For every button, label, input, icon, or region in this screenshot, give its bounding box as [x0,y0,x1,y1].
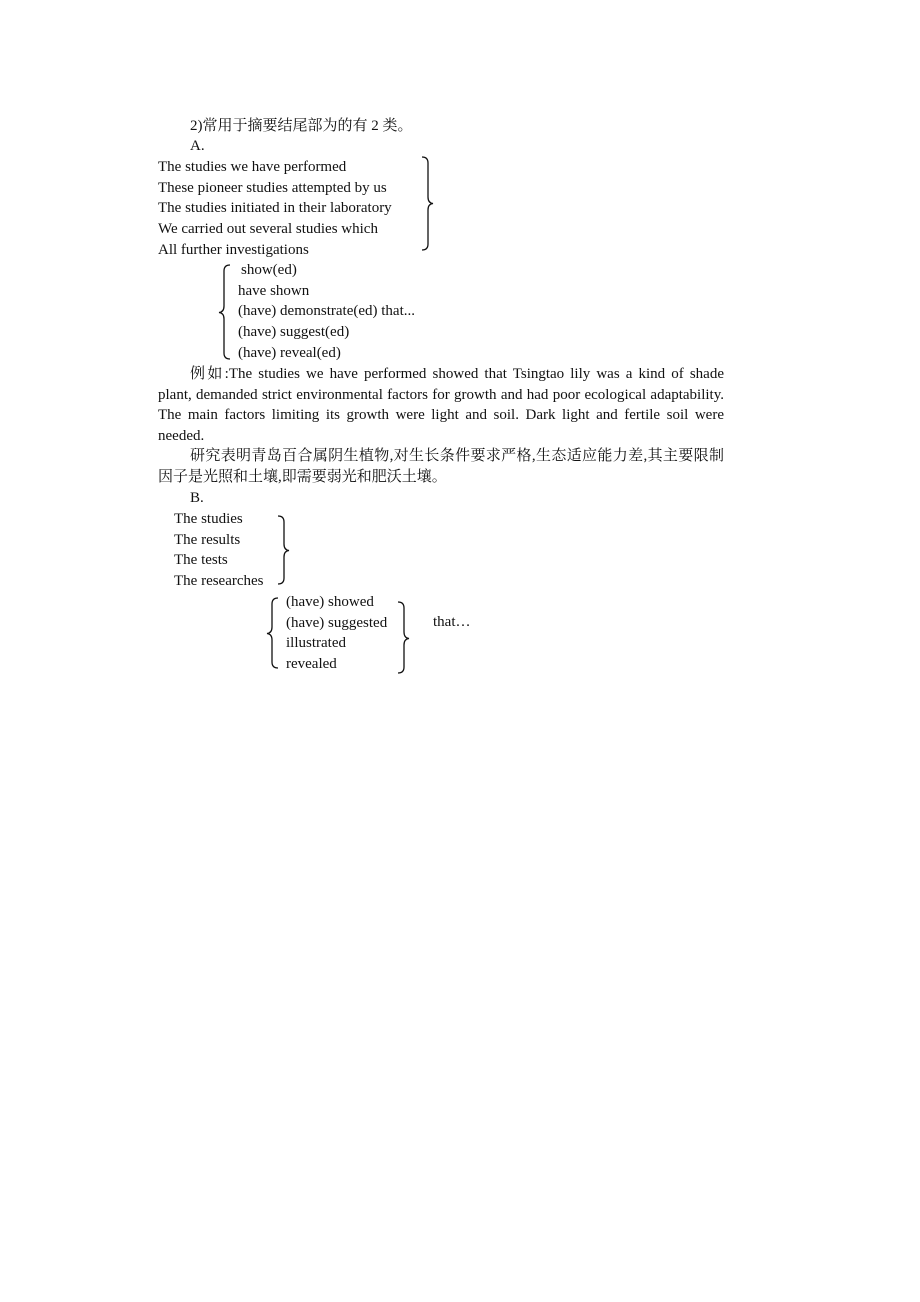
list-item: (have) suggested [286,614,388,631]
right-brace-icon [418,156,438,251]
list-item: All further investigations [158,241,309,258]
list-item: The studies we have performed [158,159,347,175]
right-brace-icon [394,601,414,675]
section-b-verb-list [286,592,387,675]
section-a-label: A. [190,138,205,154]
list-item: (have) reveal(ed) [238,344,341,361]
right-brace-icon [274,515,294,585]
section-b-subject-list [174,509,264,592]
list-item: show(ed) [241,262,297,278]
list-item: The studies [174,511,243,527]
list-item: The studies initiated in their laboratory [158,200,392,217]
left-brace-icon [214,264,234,360]
section-a-subject-list [158,157,392,260]
list-item: (have) showed [286,594,374,610]
list-item: illustrated [286,635,346,652]
list-item: We carried out several studies which [158,221,378,238]
list-item: These pioneer studies attempted by us [158,179,387,196]
list-item: The researches [174,573,264,590]
section-heading: 2)常用于摘要结尾部为的有 2 类。 [190,118,413,134]
list-item: (have) demonstrate(ed) that... [238,303,416,320]
list-item: The tests [174,552,228,569]
section-b-label: B. [190,490,204,506]
section-a-verb-list [238,260,415,363]
list-item: (have) suggest(ed) [238,324,350,341]
list-item: have shown [238,282,310,299]
list-item: revealed [286,656,337,673]
that-continuation: that… [433,614,471,630]
example-paragraph-zh: 研究表明青岛百合属阴生植物,对生长条件要求严格,生态适应能力差,其主要限制因子是光照和土壤,即需要弱光和肥沃土壤。 [158,448,724,485]
left-brace-icon [262,597,282,669]
example-paragraph-en: 例如:The studies we have performed showed that Tsingtao lily was a kind of shade plant, demanded strict environmental factors for growth and had poor ecological adaptability. The main factors limiting its growth were light and soil. Dark light and fertile soil were needed. [158,366,724,445]
list-item: The results [174,531,241,548]
